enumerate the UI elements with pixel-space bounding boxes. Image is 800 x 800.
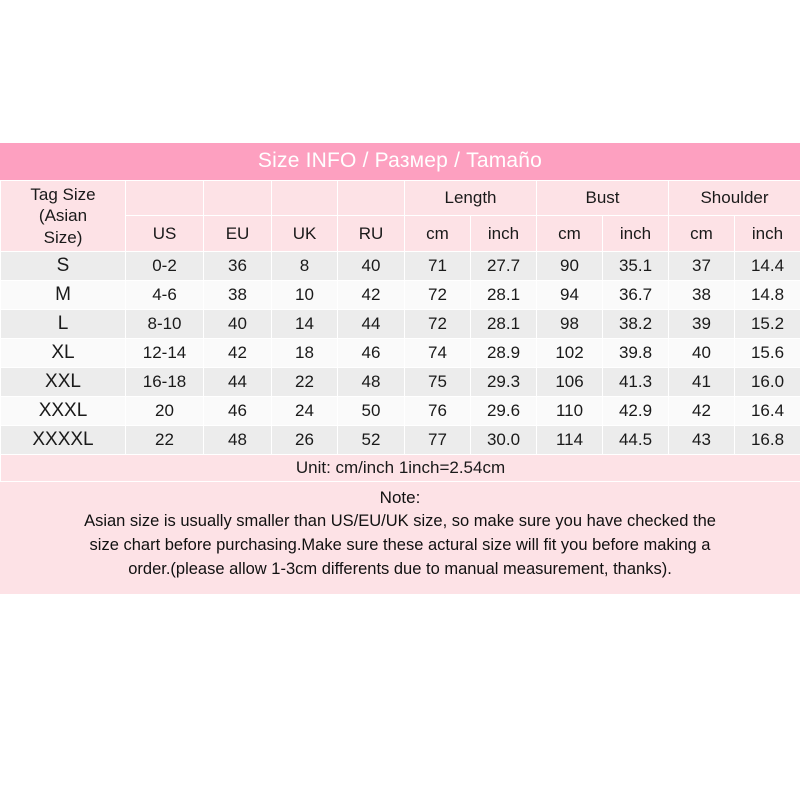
note-heading: Note: bbox=[379, 487, 421, 507]
tag-size-line1: Tag Size bbox=[30, 185, 96, 204]
size-table bbox=[0, 180, 800, 482]
header-group-spacer-us bbox=[126, 181, 204, 216]
header-shoulder-cm: cm bbox=[669, 216, 735, 251]
cell-length-inch: 28.9 bbox=[471, 338, 537, 367]
cell-uk: 8 bbox=[272, 251, 338, 280]
note-line-2: size chart before purchasing.Make sure these actural size will fit you before making a bbox=[89, 536, 711, 555]
cell-length-cm: 76 bbox=[405, 396, 471, 425]
cell-us: 8-10 bbox=[126, 309, 204, 338]
cell-shoulder-inch: 14.8 bbox=[735, 280, 800, 309]
cell-bust-inch: 35.1 bbox=[603, 251, 669, 280]
unit-note: Unit: cm/inch 1inch=2.54cm bbox=[1, 454, 800, 481]
cell-length-inch: 27.7 bbox=[471, 251, 537, 280]
cell-uk: 24 bbox=[272, 396, 338, 425]
cell-eu: 48 bbox=[204, 425, 272, 454]
header-eu: EU bbox=[204, 216, 272, 251]
cell-bust-cm: 102 bbox=[537, 338, 603, 367]
cell-us: 16-18 bbox=[126, 367, 204, 396]
cell-shoulder-inch: 16.8 bbox=[735, 425, 800, 454]
cell-size-label: XL bbox=[1, 338, 126, 367]
cell-us: 0-2 bbox=[126, 251, 204, 280]
cell-us: 20 bbox=[126, 396, 204, 425]
cell-size-label: XXXXL bbox=[1, 425, 126, 454]
cell-length-cm: 75 bbox=[405, 367, 471, 396]
cell-eu: 40 bbox=[204, 309, 272, 338]
table-row bbox=[1, 338, 800, 367]
header-bust-inch: inch bbox=[603, 216, 669, 251]
cell-shoulder-inch: 14.4 bbox=[735, 251, 800, 280]
cell-bust-inch: 42.9 bbox=[603, 396, 669, 425]
header-tag-size bbox=[1, 181, 126, 252]
cell-uk: 26 bbox=[272, 425, 338, 454]
cell-bust-cm: 114 bbox=[537, 425, 603, 454]
cell-eu: 44 bbox=[204, 367, 272, 396]
cell-ru: 48 bbox=[338, 367, 405, 396]
header-group-spacer-eu bbox=[204, 181, 272, 216]
cell-shoulder-cm: 40 bbox=[669, 338, 735, 367]
cell-length-inch: 28.1 bbox=[471, 280, 537, 309]
cell-shoulder-cm: 41 bbox=[669, 367, 735, 396]
header-bust-cm: cm bbox=[537, 216, 603, 251]
cell-ru: 46 bbox=[338, 338, 405, 367]
cell-length-cm: 74 bbox=[405, 338, 471, 367]
cell-uk: 18 bbox=[272, 338, 338, 367]
header-shoulder-inch: inch bbox=[735, 216, 800, 251]
cell-shoulder-inch: 16.4 bbox=[735, 396, 800, 425]
cell-length-cm: 72 bbox=[405, 280, 471, 309]
cell-shoulder-cm: 38 bbox=[669, 280, 735, 309]
cell-size-label: XXL bbox=[1, 367, 126, 396]
cell-ru: 44 bbox=[338, 309, 405, 338]
page-title: Size INFO / Размер / Tamaño bbox=[0, 143, 800, 180]
header-length-inch: inch bbox=[471, 216, 537, 251]
cell-length-inch: 29.3 bbox=[471, 367, 537, 396]
cell-bust-cm: 110 bbox=[537, 396, 603, 425]
cell-length-cm: 77 bbox=[405, 425, 471, 454]
table-header-row-groups bbox=[1, 181, 800, 216]
cell-shoulder-cm: 42 bbox=[669, 396, 735, 425]
cell-length-inch: 29.6 bbox=[471, 396, 537, 425]
cell-bust-inch: 38.2 bbox=[603, 309, 669, 338]
cell-size-label: M bbox=[1, 280, 126, 309]
cell-eu: 36 bbox=[204, 251, 272, 280]
cell-bust-cm: 94 bbox=[537, 280, 603, 309]
cell-bust-inch: 41.3 bbox=[603, 367, 669, 396]
cell-eu: 38 bbox=[204, 280, 272, 309]
cell-eu: 42 bbox=[204, 338, 272, 367]
table-row bbox=[1, 425, 800, 454]
size-chart-container bbox=[0, 143, 800, 594]
cell-bust-cm: 98 bbox=[537, 309, 603, 338]
cell-length-cm: 71 bbox=[405, 251, 471, 280]
cell-bust-inch: 44.5 bbox=[603, 425, 669, 454]
table-row bbox=[1, 251, 800, 280]
table-row bbox=[1, 367, 800, 396]
note-line-3: order.(please allow 1-3cm differents due to manual measurement, thanks). bbox=[128, 560, 672, 579]
cell-uk: 22 bbox=[272, 367, 338, 396]
cell-shoulder-cm: 37 bbox=[669, 251, 735, 280]
cell-shoulder-inch: 15.2 bbox=[735, 309, 800, 338]
table-header bbox=[1, 181, 800, 252]
cell-eu: 46 bbox=[204, 396, 272, 425]
cell-size-label: L bbox=[1, 309, 126, 338]
header-ru: RU bbox=[338, 216, 405, 251]
cell-bust-inch: 36.7 bbox=[603, 280, 669, 309]
header-us: US bbox=[126, 216, 204, 251]
table-row bbox=[1, 396, 800, 425]
cell-shoulder-inch: 16.0 bbox=[735, 367, 800, 396]
note-line-1: Asian size is usually smaller than US/EU/UK size, so make sure you have checked the bbox=[84, 512, 716, 531]
cell-length-cm: 72 bbox=[405, 309, 471, 338]
cell-shoulder-inch: 15.6 bbox=[735, 338, 800, 367]
cell-us: 12-14 bbox=[126, 338, 204, 367]
header-uk: UK bbox=[272, 216, 338, 251]
cell-bust-cm: 90 bbox=[537, 251, 603, 280]
note-block bbox=[0, 482, 800, 594]
cell-length-inch: 30.0 bbox=[471, 425, 537, 454]
cell-uk: 14 bbox=[272, 309, 338, 338]
tag-size-line2: (Asian bbox=[38, 206, 88, 226]
cell-bust-inch: 39.8 bbox=[603, 338, 669, 367]
cell-bust-cm: 106 bbox=[537, 367, 603, 396]
cell-ru: 50 bbox=[338, 396, 405, 425]
cell-length-inch: 28.1 bbox=[471, 309, 537, 338]
header-group-spacer-uk bbox=[272, 181, 338, 216]
header-group-bust: Bust bbox=[537, 181, 669, 216]
header-group-spacer-ru bbox=[338, 181, 405, 216]
unit-note-row bbox=[1, 454, 800, 481]
header-group-length: Length bbox=[405, 181, 537, 216]
cell-us: 4-6 bbox=[126, 280, 204, 309]
cell-ru: 40 bbox=[338, 251, 405, 280]
cell-shoulder-cm: 39 bbox=[669, 309, 735, 338]
cell-size-label: S bbox=[1, 251, 126, 280]
cell-uk: 10 bbox=[272, 280, 338, 309]
cell-us: 22 bbox=[126, 425, 204, 454]
tag-size-line3: Size) bbox=[43, 227, 83, 247]
cell-shoulder-cm: 43 bbox=[669, 425, 735, 454]
header-length-cm: cm bbox=[405, 216, 471, 251]
table-row bbox=[1, 280, 800, 309]
cell-size-label: XXXL bbox=[1, 396, 126, 425]
table-body bbox=[1, 251, 800, 481]
cell-ru: 52 bbox=[338, 425, 405, 454]
table-row bbox=[1, 309, 800, 338]
cell-ru: 42 bbox=[338, 280, 405, 309]
header-group-shoulder: Shoulder bbox=[669, 181, 800, 216]
